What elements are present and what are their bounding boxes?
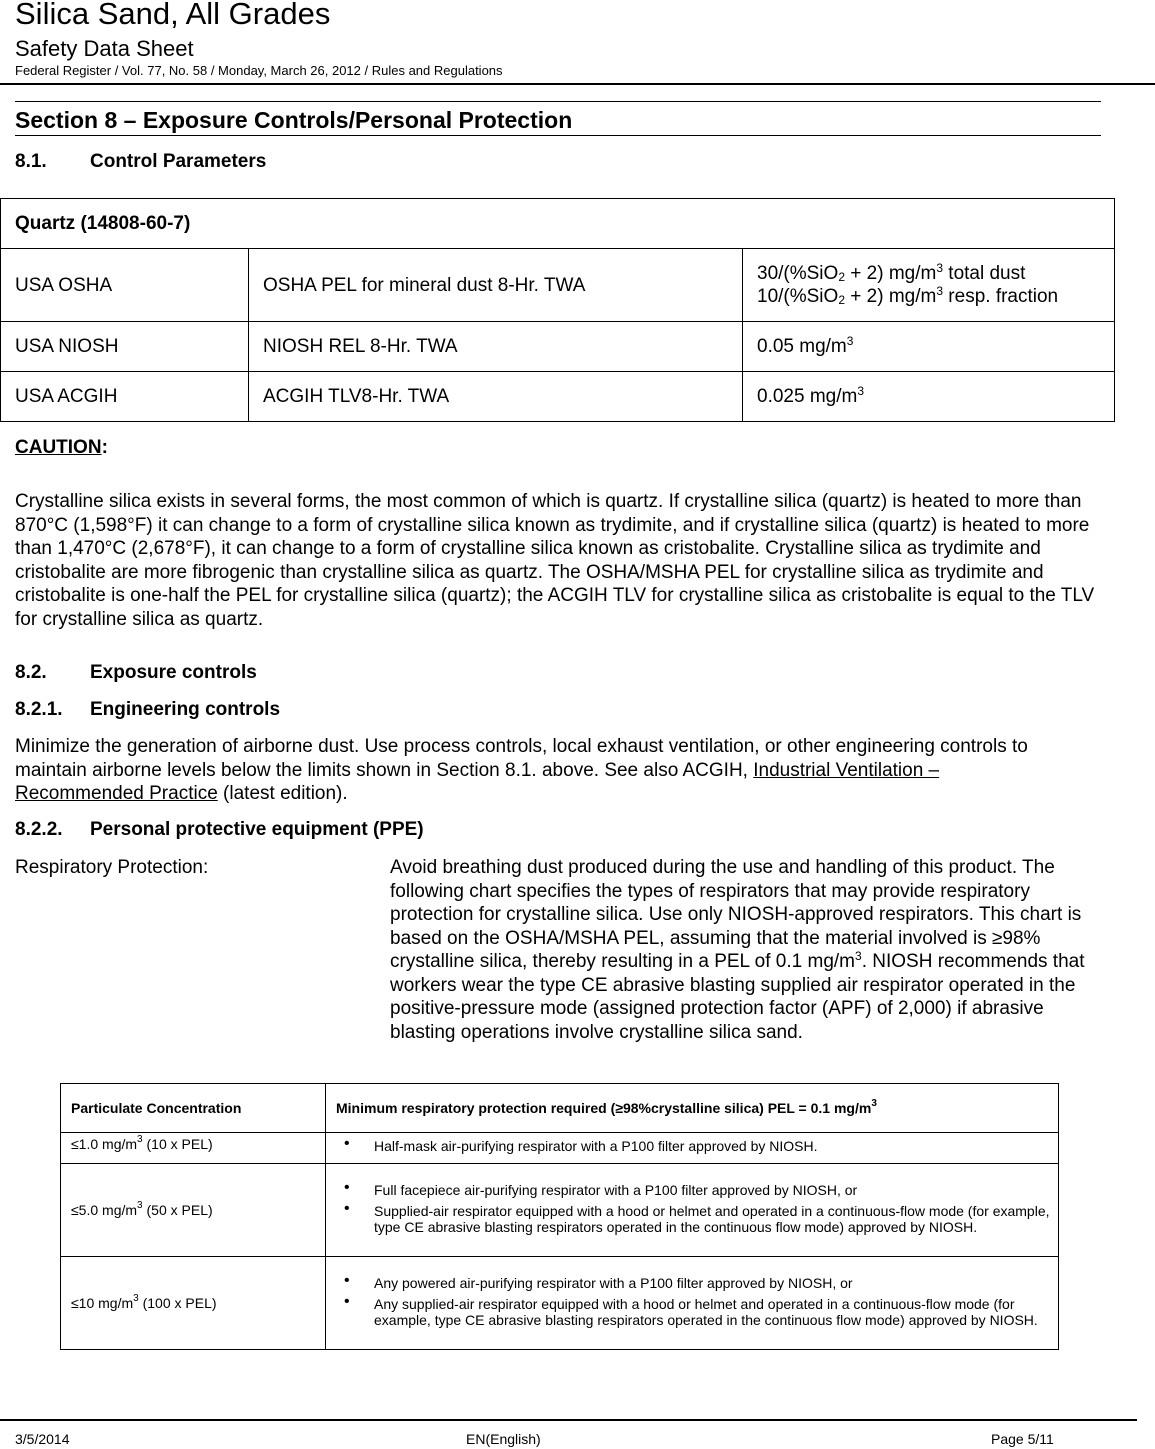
table-row: [1, 322, 1115, 372]
heading-number: 8.1.: [15, 151, 47, 172]
concentration-cell: ≤5.0 $mg/m^3$ (50 x PEL): [61, 1164, 326, 1257]
bullet-icon: •: [344, 1178, 350, 1196]
document-subtitle: Safety Data Sheet: [15, 36, 194, 61]
control-parameters-table: [0, 198, 1115, 422]
bullet-icon: •: [344, 1200, 350, 1218]
list-item: • Full facepiece air-purifying respirator with a P100 filter approved by NIOSH, or: [344, 1178, 858, 1198]
list-item: • Supplied-air respirator equipped with a hood or helmet and operated in a continuous-flow mode (for example, type CE abrasive blasting respirators operated in the continuous flow mode) approved by NIOSH.: [344, 1200, 1050, 1235]
section-title: Section 8 – Exposure Controls/Personal Protection: [15, 107, 573, 133]
list-item: • Half-mask air-purifying respirator with a P100 filter approved by NIOSH.: [344, 1135, 818, 1155]
section-rule-top: [15, 101, 1101, 102]
table-row: [61, 1257, 1059, 1350]
header-divider: [0, 83, 1155, 85]
value-cell: 0.05 $mg/m^3$: [743, 322, 1115, 372]
limit-cell: ACGIH TLV8-Hr. TWA: [249, 372, 743, 422]
table-row: [61, 1164, 1059, 1257]
reference-title: Industrial Ventilation – Recommended Practice: [15, 759, 940, 804]
column-header: Minimum respiratory protection required (≥98%crystalline silica) PEL = 0.1 $mg/m^3$: [326, 1084, 1059, 1133]
footer-language: EN(English): [466, 1431, 541, 1447]
table-row: [61, 1133, 1059, 1164]
heading-8-1: [15, 150, 266, 174]
respiratory-protection-label: Respiratory Protection:: [15, 857, 209, 878]
table-row: [1, 249, 1115, 322]
heading-text: Control Parameters: [90, 151, 267, 172]
heading-8-2-1: 8.2.1. Engineering controls: [15, 699, 281, 720]
footer-page-number: Page 5/11: [991, 1431, 1054, 1447]
table-header: Quartz (14808-60-7): [1, 199, 1115, 249]
limit-cell: NIOSH REL 8-Hr. TWA: [249, 322, 743, 372]
bullet-icon: •: [344, 1293, 350, 1311]
column-header: Particulate Concentration: [61, 1084, 326, 1133]
value-line: 10/(%SiO$_2$ + 2) $mg/m^3$ resp. fraction: [757, 284, 1059, 307]
heading-8-2-2: 8.2.2. Personal protective equipment (PPE): [15, 819, 424, 840]
respirator-table: [60, 1083, 1059, 1350]
respiratory-protection-text: Avoid breathing dust produced during the use and handling of this product. The following chart specifies the types of respirators that may provide respiratory protection for crystalline silica. Use only NIOSH-approved respirators. This chart is based on the OSHA/MSHA PEL, assuming that the material involved is ≥98% crystalline silica, thereby resulting in a PEL of 0.1 $mg/m^3$. NIOSH recommends that workers wear the type CE abrasive blasting supplied air respirator operated in the positive-pressure mode (assigned protection factor (APF) of 2,000) if abrasive blasting operations involve crystalline silica sand.: [390, 857, 1085, 1043]
agency-cell: USA ACGIH: [1, 372, 249, 422]
concentration-cell: ≤10 $mg/m^3$ (100 x PEL): [61, 1257, 326, 1350]
caution-text: Crystalline silica exists in several forms, the most common of which is quartz. If crystalline silica (quartz) is heated to more than 870°C (1,598°F) it can change to a form of crystalline silica known as trydimite, and if crystalline silica (quartz) is heated to more than 1,470°C (2,678°F), it can change to a form of crystalline silica known as cristobalite. Crystalline silica as trydimite and cristobalite are more fibrogenic than crystalline silica as quartz. The OSHA/MSHA PEL for crystalline silica as trydimite and cristobalite is one-half the PEL for crystalline silica (quartz); the ACGIH TLV for crystalline silica as cristobalite is equal to the TLV for crystalline silica as quartz.: [15, 491, 1095, 630]
concentration-cell: ≤1.0 $mg/m^3$ (10 x PEL): [61, 1133, 326, 1164]
protection-cell: [326, 1164, 1059, 1257]
agency-cell: USA NIOSH: [1, 322, 249, 372]
bullet-icon: •: [344, 1135, 350, 1153]
agency-cell: USA OSHA: [1, 249, 249, 322]
protection-cell: [326, 1133, 1059, 1164]
protection-cell: [326, 1257, 1059, 1350]
section-rule-bottom: [15, 135, 1101, 136]
footer-divider: [0, 1419, 1137, 1421]
bullet-icon: •: [344, 1271, 350, 1289]
table-row: [1, 372, 1115, 422]
document-title: Silica Sand, All Grades: [15, 0, 331, 31]
footer-date: 3/5/2014: [15, 1431, 70, 1447]
engineering-controls-text: Minimize the generation of airborne dust. Use process controls, local exhaust ventilation, or other engineering controls to maintain airborne levels below the limits shown in Section 8.1. above. See also ACGIH, Industrial Ventilation – Recommended Practice (latest edition).: [15, 736, 1028, 804]
value-line: 30/(%SiO$_2$ + 2) $mg/m^3$ total dust: [757, 261, 1026, 284]
limit-cell: OSHA PEL for mineral dust 8-Hr. TWA: [249, 249, 743, 322]
register-citation: Federal Register / Vol. 77, No. 58 / Monday, March 26, 2012 / Rules and Regulations: [15, 63, 503, 78]
table-header-row: [61, 1084, 1059, 1133]
value-cell: [743, 249, 1115, 322]
list-item: • Any powered air-purifying respirator with a P100 filter approved by NIOSH, or: [344, 1271, 853, 1291]
caution-heading: CAUTION:: [15, 437, 108, 458]
heading-8-2: 8.2. Exposure controls: [15, 662, 257, 683]
list-item: • Any supplied-air respirator equipped with a hood or helmet and operated in a continuous-flow mode (for example, type CE abrasive blasting respirators operated in the continuous flow mode) approved by NIOSH.: [344, 1293, 1038, 1328]
value-cell: 0.025 $mg/m^3$: [743, 372, 1115, 422]
